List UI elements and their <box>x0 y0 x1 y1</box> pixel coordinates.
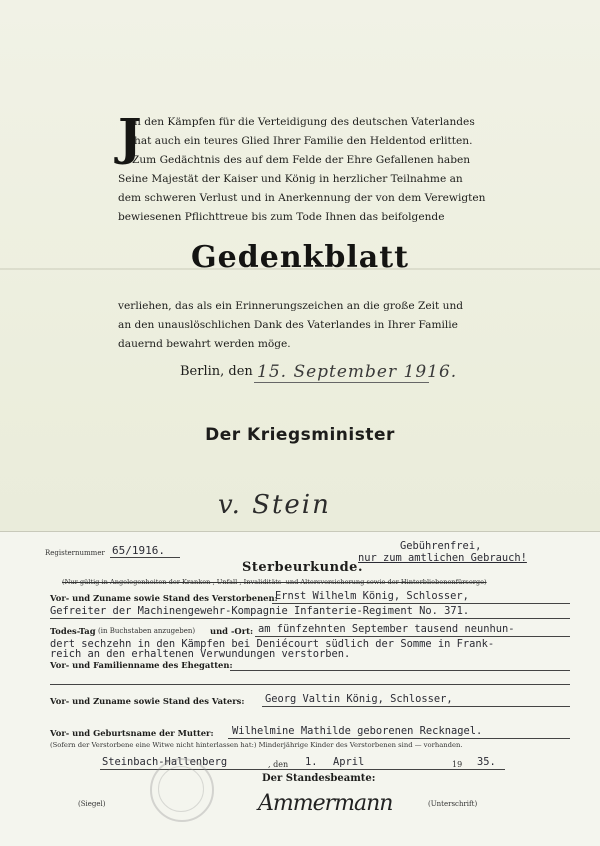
registrar-signature: Ammermann <box>258 791 393 816</box>
handwritten-date: 15. September 1916. <box>257 362 458 382</box>
death-place-label: und -Ort: <box>210 626 254 636</box>
mother-value: Wilhelmine Mathilde geborenen Recknagel. <box>232 725 483 737</box>
death-day-hint: (in Buchstaben anzugeben) <box>98 627 196 635</box>
proclamation-line: Seine Majestät der Kaiser und König in herzlicher Teilnahme an <box>118 173 463 185</box>
issue-month: April <box>333 756 365 768</box>
register-line <box>110 557 180 558</box>
place-label: Berlin, den <box>180 364 253 379</box>
issue-den: , den <box>268 760 289 769</box>
widow-note: (Sofern der Verstorbene eine Witwe nicht hinterlassen hat:) Minderjährige Kinder des Verstorbenen sind — vorhanden. <box>50 741 463 749</box>
proclamation-line: bewiesenen Pflichttreue bis zum Tode Ihnen das beifolgende <box>118 211 445 223</box>
official-use-note: nur zum amtlichen Gebrauch! <box>358 552 527 564</box>
death-day-label: Todes-Tag <box>50 626 96 636</box>
field-line <box>50 684 570 685</box>
death-place-value: dert sechzehn in den Kämpfen bei Deniécourt südlich der Somme in Frank- <box>50 638 495 650</box>
proclamation-line: hat auch ein teures Glied Ihrer Familie den Heldentod erlitten. <box>134 135 473 147</box>
deceased-rank: Gefreiter der Machinengewehr-Kompagnie Infanterie-Regiment No. 371. <box>50 605 470 617</box>
initial-letter: J <box>118 107 142 166</box>
registrar-title: Der Standesbeamte: <box>262 773 376 784</box>
form-title: Sterbeurkunde. <box>242 560 363 575</box>
proclamation-line: dem schweren Verlust und in Anerkennung der von dem Verewigten <box>118 192 486 204</box>
register-number: 65/1916. <box>112 544 165 557</box>
field-line <box>50 618 570 619</box>
field-line <box>228 738 570 739</box>
field-line <box>272 603 570 604</box>
minister-signature: v. Stein <box>218 490 331 520</box>
signature-label: (Unterschrift) <box>428 800 478 808</box>
date-line <box>254 382 429 383</box>
mother-label: Vor- und Geburtsname der Mutter: <box>50 728 214 738</box>
fee-note: Gebührenfrei, <box>400 540 482 552</box>
gedenkblatt-heading: Gedenkblatt <box>191 240 409 275</box>
proclamation-line: Zum Gedächtnis des auf dem Felde der Ehre Gefallenen haben <box>132 154 471 166</box>
spouse-label: Vor- und Familienname des Ehegatten: <box>50 660 233 670</box>
death-date-value: am fünfzehnten September tausend neunhun- <box>258 623 515 635</box>
closing-line: verliehen, das als ein Erinnerungszeichen an die große Zeit und <box>118 300 464 312</box>
issue-year: 35. <box>477 756 496 768</box>
deceased-label: Vor- und Zuname sowie Stand des Verstorbenen: <box>50 593 278 603</box>
register-label: Registernummer <box>45 549 105 557</box>
issue-place: Steinbach-Hallenberg <box>102 756 228 768</box>
signatory-title: Der Kriegsminister <box>205 425 395 445</box>
issue-day: 1. <box>305 756 318 768</box>
field-line <box>255 636 570 637</box>
father-value: Georg Valtin König, Schlosser, <box>265 693 453 705</box>
closing-line: dauernd bewahrt werden möge. <box>118 338 291 350</box>
field-line <box>262 706 570 707</box>
closing-line: an den unauslöschlichen Dank des Vaterlandes in Ihrer Familie <box>118 319 458 331</box>
issue-century: 19 <box>452 760 463 769</box>
official-seal <box>150 758 214 822</box>
field-line <box>230 670 570 671</box>
struck-note: (Nur gültig in Angelegenheiten der Kranken-, Unfall-, Invaliditäts- und Altersversicherung sowie der Hinterbliebenenfürsorge) <box>62 578 487 586</box>
father-label: Vor- und Zuname sowie Stand des Vaters: <box>50 696 245 706</box>
death-cause-value: reich an den erhaltenen Verwundungen verstorben. <box>50 648 351 660</box>
seal-label: (Siegel) <box>78 800 106 808</box>
deceased-name: Ernst Wilhelm König, Schlosser, <box>275 590 469 602</box>
proclamation-line: n den Kämpfen für die Verteidigung des deutschen Vaterlandes <box>134 116 475 128</box>
